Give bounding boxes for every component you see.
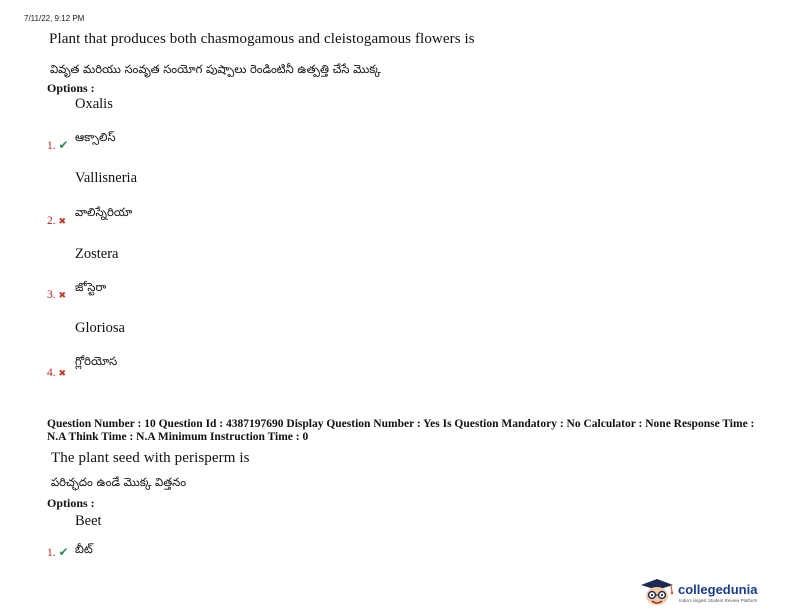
- wrong-cross-icon: ✖: [58, 291, 67, 301]
- question-text-te: వివృత మరియు సంవృత సంయోగ పుష్పాలు రెండింటినీ ఉత్పత్తి చేసే మొక్క: [50, 62, 381, 76]
- option-1-en: Beet: [75, 513, 102, 529]
- logo-tagline: India's largest Student Review Platform: [679, 598, 758, 603]
- option-4-en: Gloriosa: [75, 320, 125, 336]
- option-2-en: Vallisneria: [75, 170, 138, 186]
- option-2-te: వాలిస్నేరియా: [75, 205, 133, 219]
- option-4-number: 4. ✖: [47, 367, 67, 379]
- option-1-number: 1. ✔: [47, 138, 69, 152]
- option-3-en: Zostera: [75, 246, 119, 262]
- option-1-number: 1. ✔: [47, 545, 69, 559]
- option-1-te: బీట్: [75, 542, 93, 556]
- print-timestamp: 7/11/22, 9:12 PM: [24, 14, 85, 23]
- mascot-icon: [638, 577, 676, 609]
- wrong-cross-icon: ✖: [58, 369, 67, 379]
- option-4-te: గ్లోరియోస: [75, 354, 118, 368]
- option-3-te: జోస్టెరా: [75, 280, 107, 294]
- question-text-te: పరిచ్ఛదం ఉండే మొక్క విత్తనం: [51, 475, 187, 489]
- option-1-te: ఆక్సాలిస్: [75, 130, 116, 144]
- logo-wordmark: collegedunia: [678, 582, 758, 597]
- correct-check-icon: ✔: [58, 138, 69, 152]
- option-2-number: 2. ✖: [47, 215, 67, 227]
- wrong-cross-icon: ✖: [58, 217, 67, 227]
- question-text-en: Plant that produces both chasmogamous and cleistogamous flowers is: [49, 31, 475, 47]
- options-label: Options :: [47, 81, 95, 95]
- question-text-en: The plant seed with perisperm is: [51, 450, 250, 466]
- option-1-en: Oxalis: [75, 96, 113, 112]
- options-label: Options :: [47, 496, 95, 510]
- option-3-number: 3. ✖: [47, 289, 67, 301]
- correct-check-icon: ✔: [58, 545, 69, 559]
- collegedunia-logo: [638, 577, 788, 609]
- question-meta: Question Number : 10 Question Id : 4387197690 Display Question Number : Yes Is Question Mandatory : No Calculator : None Response Time : N.A Think Time : N.A Minimum Instruction Time : 0: [47, 418, 755, 443]
